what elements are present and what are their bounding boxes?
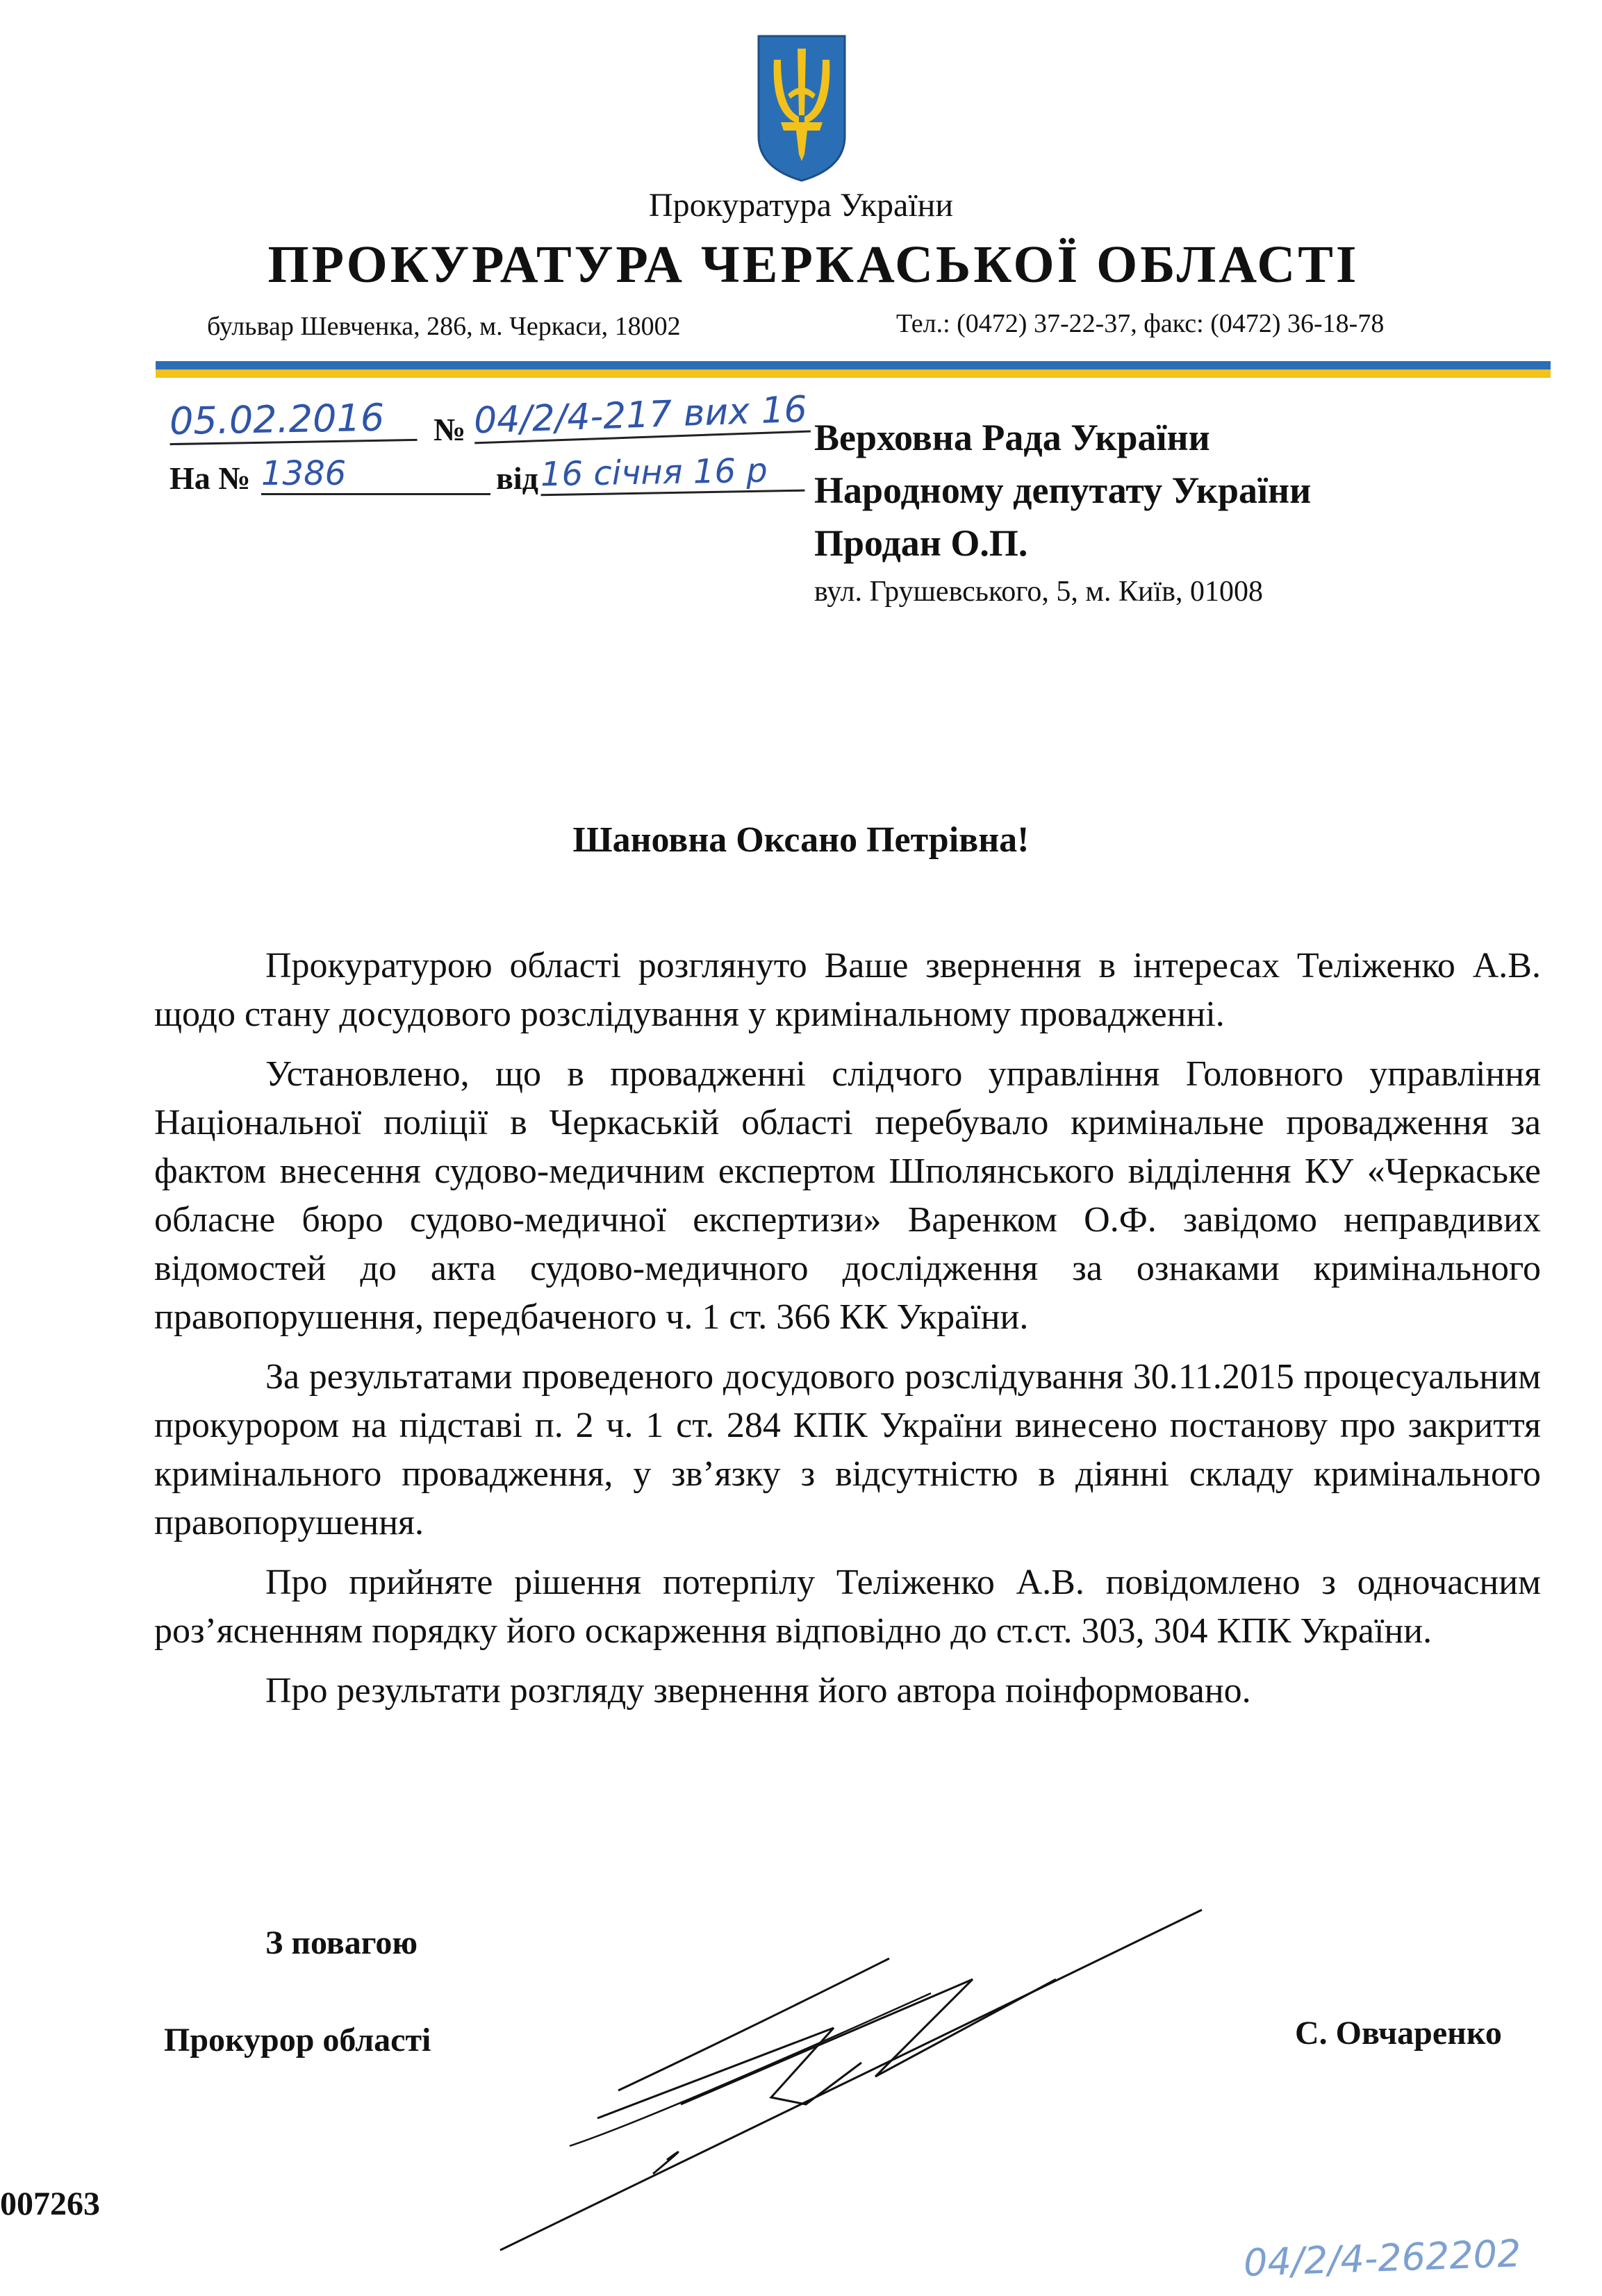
incoming-registration-number: 04/2/4-262202 bbox=[1243, 2231, 1522, 2285]
handwritten-signature bbox=[445, 1896, 1216, 2285]
paragraph-1: Прокуратурою області розглянуто Ваше звернення в інтересах Теліженко А.В. щодо стану досудового розслідування у кримінальному провадженні. bbox=[154, 946, 1541, 1034]
signer-title: Прокурор області bbox=[164, 2022, 431, 2058]
recipient-block bbox=[814, 411, 1311, 569]
org-address: бульвар Шевченка, 286, м. Черкаси, 18002 bbox=[207, 312, 681, 341]
recipient-line-2: Народному депутату України bbox=[814, 469, 1312, 511]
header-stripe-blue bbox=[156, 361, 1551, 369]
paragraph-5: Про результати розгляду звернення його автора поінформовано. bbox=[265, 1671, 1251, 1711]
recipient-line-1: Верховна Рада України bbox=[814, 417, 1210, 458]
org-parent-name: Прокуратура України bbox=[648, 187, 954, 224]
org-phone: Тел.: (0472) 37-22-37, факс: (0472) 36-18-78 bbox=[896, 309, 1385, 338]
paragraph-3: За результатами проведеного досудового розслідування 30.11.2015 процесуальним прокурором на підставі п. 2 ч. 1 ст. 284 КПК України винесено постанову про закриття кримінального провадження, у зв’язку з відсутністю в діянні складу кримінального правопорушення. bbox=[154, 1357, 1541, 1542]
outgoing-number: 04/2/4-217 вих 16 bbox=[473, 389, 811, 444]
signer-name: С. Овчаренко bbox=[1295, 2015, 1502, 2052]
coat-of-arms-icon bbox=[753, 32, 850, 185]
reference-number: 1386 bbox=[261, 454, 490, 495]
recipient-line-3: Продан О.П. bbox=[814, 522, 1028, 564]
recipient-address: вул. Грушевського, 5, м. Київ, 01008 bbox=[814, 576, 1263, 608]
paragraph-2: Установлено, що в провадженні слідчого управління Головного управління Національної поліції в Черкаській області перебувало кримінальне провадження за фактом внесення судово-медичним експертом Шполянського відділення КУ «Черкаське обласне бюро судово-медичної експертизи» Варенком О.Ф. завідомо неправдивих відомостей до акта судово-медичного дослідження за ознаками кримінального правопорушення, передбаченого ч. 1 ст. 366 КК України. bbox=[154, 1054, 1541, 1337]
outgoing-number-label: № bbox=[433, 412, 466, 447]
reference-number-label: На № bbox=[170, 460, 251, 496]
letter-body bbox=[154, 942, 1541, 1727]
document-serial-number: 007263 bbox=[0, 2186, 100, 2222]
paragraph-4: Про прийняте рішення потерпілу Теліженко А.В. повідомлено з одночасним роз’ясненням порядку його оскарження відповідно до ст.ст. 303, 304 КПК України. bbox=[154, 1563, 1541, 1651]
outgoing-date: 05.02.2016 bbox=[169, 395, 417, 445]
org-name: ПРОКУРАТУРА ЧЕРКАСЬКОЇ ОБЛАСТІ bbox=[267, 235, 1360, 294]
header-stripe-yellow bbox=[156, 369, 1551, 378]
closing: З повагою bbox=[265, 1924, 418, 1961]
salutation: Шановна Оксано Петрівна! bbox=[572, 820, 1030, 860]
reference-from-label: від bbox=[496, 460, 538, 496]
reference-date: 16 січня 16 р bbox=[540, 451, 805, 497]
